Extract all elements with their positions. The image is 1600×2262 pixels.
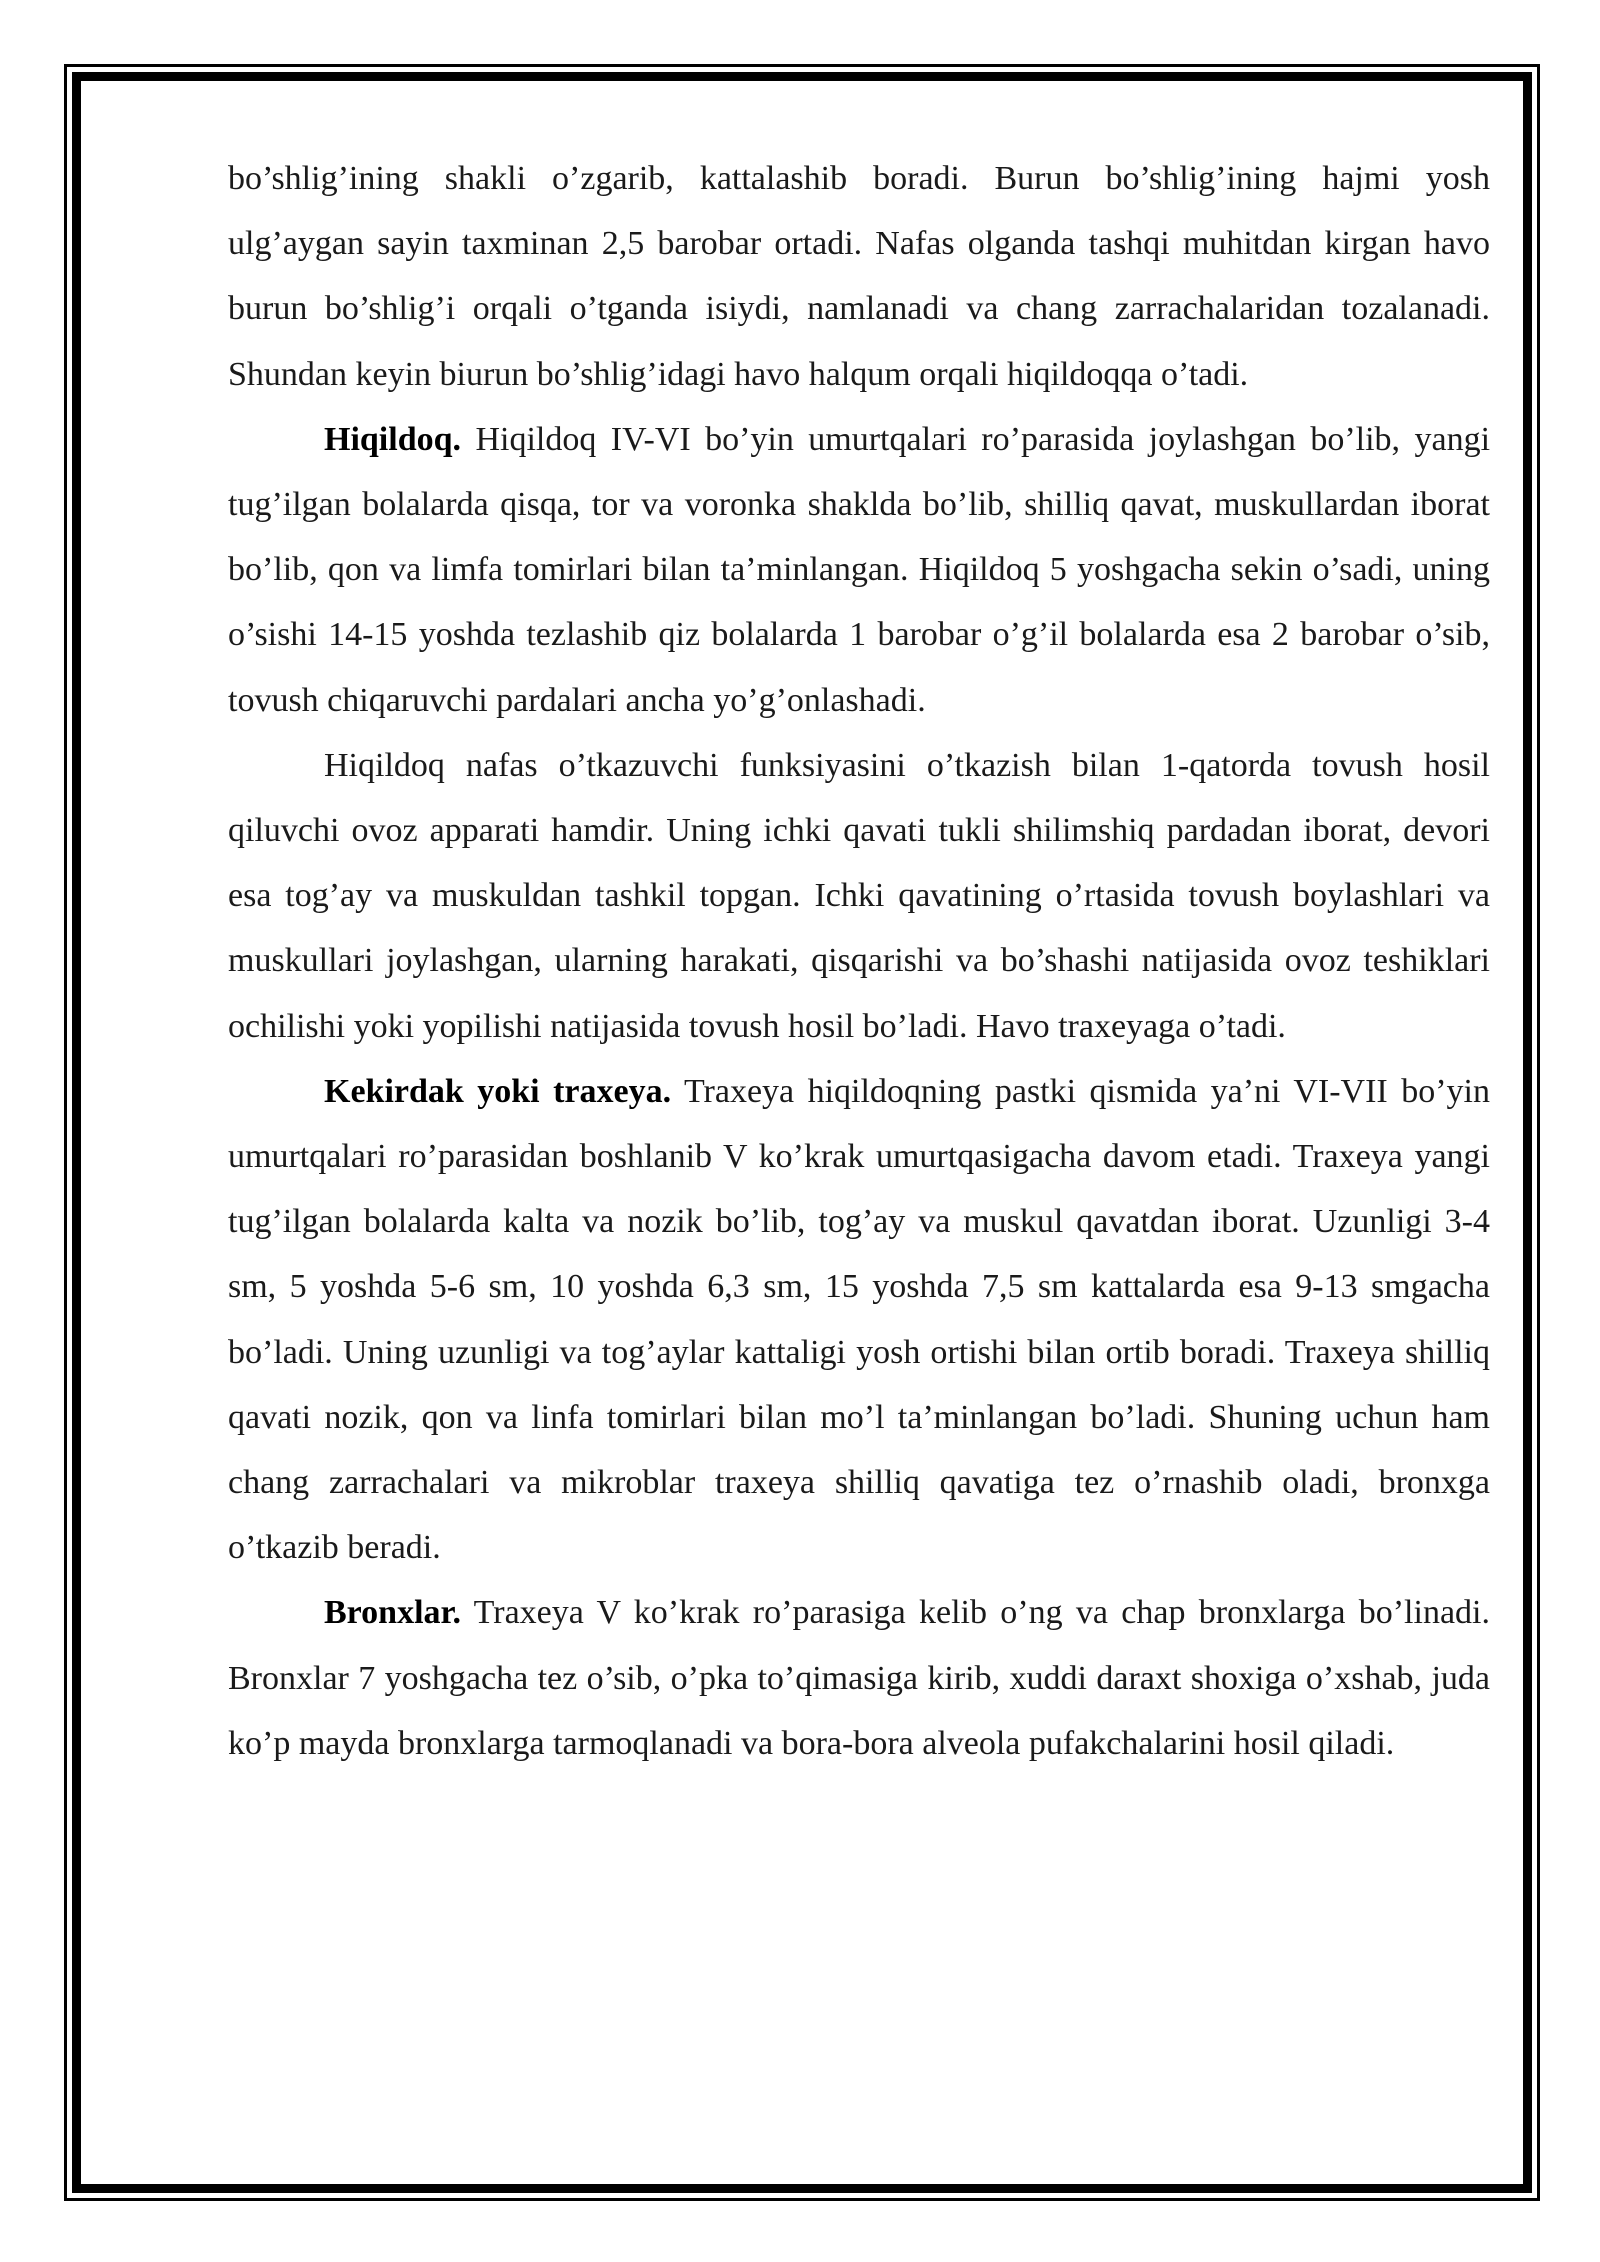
document-body <box>228 146 1490 1776</box>
section-heading-bronxlar: Bronxlar. <box>324 1594 461 1632</box>
paragraph-text: bo’shlig’ining shakli o’zgarib, kattalashib boradi. Burun bo’shlig’ining hajmi yosh ulg’aygan sayin taxminan 2,5 barobar ortadi. Nafas olganda tashqi muhitdan kirgan havo burun bo’shlig’i orqali o’tganda isiydi, namlanadi va chang zarrachalaridan tozalanadi. Shundan keyin biurun bo’shlig’idagi havo halqum orqali hiqildoqqa o’tadi. <box>228 160 1490 393</box>
paragraph-traxeya <box>228 1059 1490 1581</box>
paragraph-hiqildoq-function <box>228 733 1490 1059</box>
paragraph-burun-continuation <box>228 146 1490 407</box>
section-heading-traxeya: Kekirdak yoki traxeya. <box>324 1072 672 1110</box>
paragraph-text: Traxeya hiqildoqning pastki qismida ya’ni VI-VII bo’yin umurtqalari ro’parasidan boshlanib V ko’krak umurtqasigacha davom etadi. Traxeya yangi tug’ilgan bolalarda kalta va nozik bo’lib, tog’ay va muskul qavatdan iborat. Uzunligi 3-4 sm, 5 yoshda 5-6 sm, 10 yoshda 6,3 sm, 15 yoshda 7,5 sm kattalarda esa 9-13 smgacha bo’ladi. Uning uzunligi va tog’aylar kattaligi yosh ortishi bilan ortib boradi. Traxeya shilliq qavati nozik, qon va linfa tomirlari bilan mo’l ta’minlangan bo’ladi. Shuning uchun ham chang zarrachalari va mikroblar traxeya shilliq qavatiga tez o’rnashib oladi, bronxga o’tkazib beradi. <box>228 1072 1490 1567</box>
paragraph-hiqildoq <box>228 407 1490 733</box>
section-heading-hiqildoq: Hiqildoq. <box>324 420 462 458</box>
paragraph-text: Traxeya V ko’krak ro’parasiga kelib o’ng va chap bronxlarga bo’linadi. Bronxlar 7 yoshgacha tez o’sib, o’pka to’qimasiga kirib, xuddi daraxt shoxiga o’xshab, juda ko’p mayda bronxlarga tarmoqlanadi va bora-bora alveola pufakchalarini hosil qiladi. <box>228 1594 1490 1762</box>
paragraph-text: Hiqildoq IV-VI bo’yin umurtqalari ro’parasida joylashgan bo’lib, yangi tug’ilgan bolalarda qisqa, tor va voronka shaklda bo’lib, shilliq qavat, muskullardan iborat bo’lib, qon va limfa tomirlari bilan ta’minlangan. Hiqildoq 5 yoshgacha sekin o’sadi, uning o’sishi 14-15 yoshda tezlashib qiz bolalarda 1 barobar o’g’il bolalarda esa 2 barobar o’sib, tovush chiqaruvchi pardalari ancha yo’g’onlashadi. <box>228 420 1491 719</box>
paragraph-text: Hiqildoq nafas o’tkazuvchi funksiyasini o’tkazish bilan 1-qatorda tovush hosil qiluvchi ovoz apparati hamdir. Uning ichki qavati tukli shilimshiq pardadan iborat, devori esa tog’ay va muskuldan tashkil topgan. Ichki qavatining o’rtasida tovush boylashlari va muskullari joylashgan, ularning harakati, qisqarishi va bo’shashi natijasida ovoz teshiklari ochilishi yoki yopilishi natijasida tovush hosil bo’ladi. Havo traxeyaga o’tadi. <box>228 746 1490 1045</box>
paragraph-bronxlar <box>228 1580 1490 1776</box>
